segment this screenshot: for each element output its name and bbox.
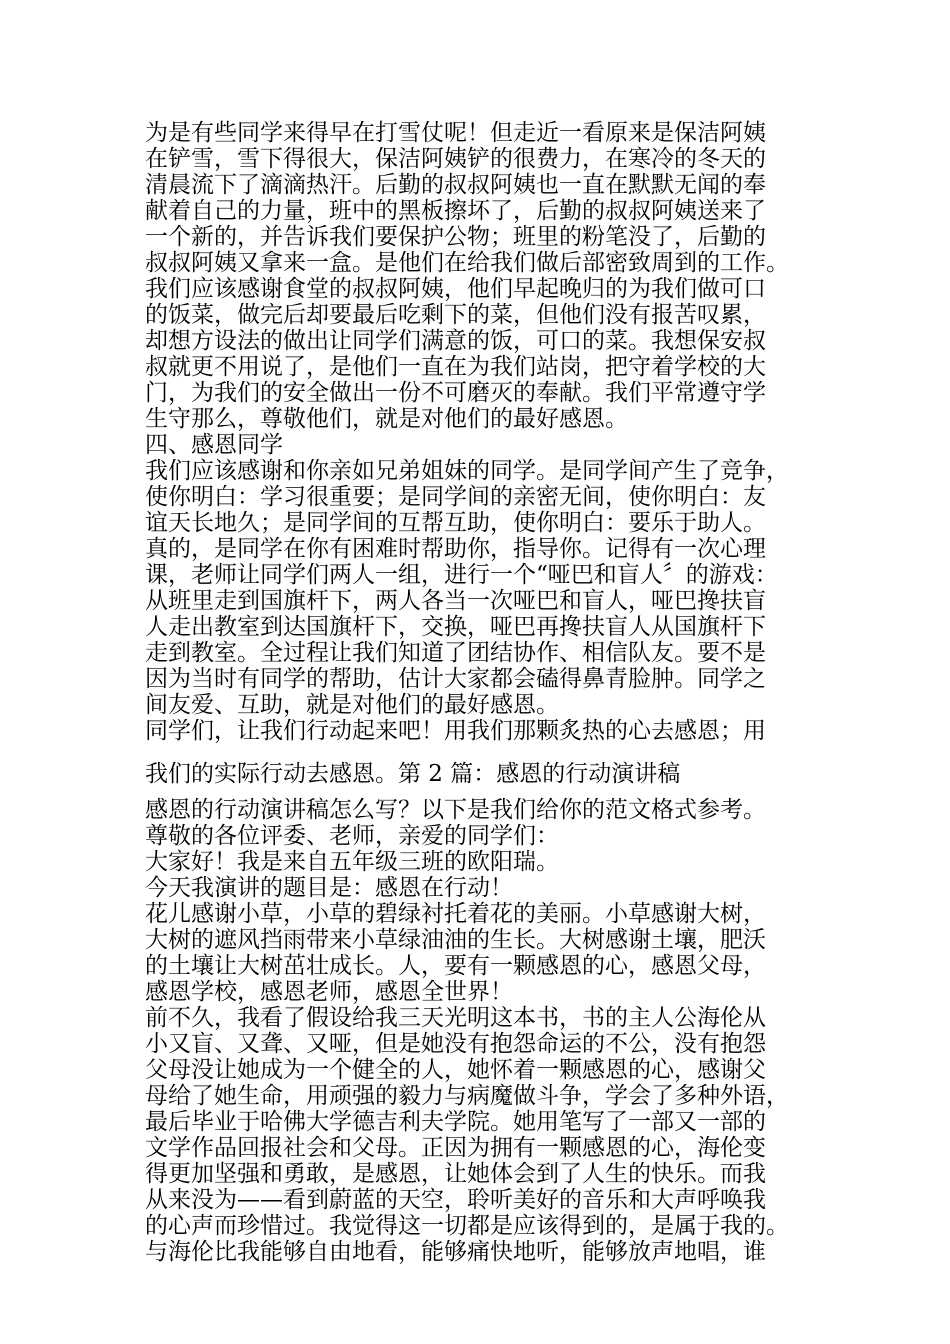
text-line: 的土壤让大树茁壮成长。人，要有一颗感恩的心，感恩父母， — [145, 953, 766, 979]
text-line: 大树的遮风挡雨带来小草绿油油的生长。大树感谢土壤，肥沃 — [145, 927, 766, 953]
text-line: 我们应该感谢食堂的叔叔阿姨，他们早起晚归的为我们做可口 — [145, 276, 766, 302]
text-line: 我们应该感谢和你亲如兄弟姐妹的同学。是同学间产生了竞争， — [145, 458, 789, 484]
text-line: 叔就更不用说了，是他们一直在为我们站岗，把守着学校的大 — [145, 354, 766, 380]
text-line: 的饭菜，做完后却要最后吃剩下的菜，但他们没有报苦叹累， — [145, 302, 766, 328]
text-line: 为是有些同学来得早在打雪仗呢！但走近一看原来是保洁阿姨 — [145, 120, 766, 146]
text-line: 走到教室。全过程让我们知道了团结协作、相信队友。要不是 — [145, 640, 766, 666]
article-title-line: 我们的实际行动去感恩。第 2 篇：感恩的行动演讲稿 — [145, 761, 681, 787]
text-line: 同学们，让我们行动起来吧！用我们那颗炙热的心去感恩；用 — [145, 718, 766, 744]
text-line: 母给了她生命，用顽强的毅力与病魔做斗争，学会了多种外语， — [145, 1083, 789, 1109]
text-line: 今天我演讲的题目是：感恩在行动！ — [145, 875, 513, 901]
text-line: 前不久，我看了假设给我三天光明这本书，书的主人公海伦从 — [145, 1005, 766, 1031]
text-line: 清晨流下了滴滴热汗。后勤的叔叔阿姨也一直在默默无闻的奉 — [145, 172, 766, 198]
text-line: 尊敬的各位评委、老师，亲爱的同学们： — [145, 823, 559, 849]
text-line: 谊天长地久；是同学间的互帮互助，使你明白：要乐于助人。 — [145, 510, 766, 536]
text-line: 一个新的，并告诉我们要保护公物；班里的粉笔没了，后勤的 — [145, 224, 766, 250]
text-line: 因为当时有同学的帮助，估计大家都会磕得鼻青脸肿。同学之 — [145, 666, 766, 692]
text-line: 最后毕业于哈佛大学德吉利夫学院。她用笔写了一部又一部的 — [145, 1109, 766, 1135]
text-line: 在铲雪，雪下得很大，保洁阿姨铲的很费力，在寒冷的冬天的 — [145, 146, 766, 172]
text-line: 从班里走到国旗杆下，两人各当一次哑巴和盲人，哑巴搀扶盲 — [145, 588, 766, 614]
text-line: 献着自己的力量，班中的黑板擦坏了，后勤的叔叔阿姨送来了 — [145, 198, 766, 224]
text-line: 父母没让她成为一个健全的人，她怀着一颗感恩的心，感谢父 — [145, 1057, 766, 1083]
text-line: 课，老师让同学们两人一组，进行一个“哑巴和盲人〞的游戏： — [145, 562, 778, 588]
text-line: 花儿感谢小草，小草的碧绿衬托着花的美丽。小草感谢大树， — [145, 901, 766, 927]
text-line: 却想方设法的做出让同学们满意的饭，可口的菜。我想保安叔 — [145, 328, 766, 354]
text-line: 感恩学校，感恩老师，感恩全世界！ — [145, 979, 513, 1005]
text-line: 真的，是同学在你有困难时帮助你，指导你。记得有一次心理 — [145, 536, 766, 562]
text-line: 得更加坚强和勇敢，是感恩，让她体会到了人生的快乐。而我 — [145, 1161, 766, 1187]
text-line: 叔叔阿姨又拿来一盒。是他们在给我们做后部密致周到的工作。 — [145, 250, 789, 276]
text-line: 感恩的行动演讲稿怎么写？以下是我们给你的范文格式参考。 — [145, 797, 766, 823]
text-line: 使你明白：学习很重要；是同学间的亲密无间，使你明白：友 — [145, 484, 766, 510]
text-line: 的心声而珍惜过。我觉得这一切都是应该得到的，是属于我的。 — [145, 1213, 789, 1239]
text-line: 门，为我们的安全做出一份不可磨灭的奉献。我们平常遵守学 — [145, 380, 766, 406]
text-line: 人走出教室到达国旗杆下，交换，哑巴再搀扶盲人从国旗杆下 — [145, 614, 766, 640]
text-line: 大家好！我是来自五年级三班的欧阳瑞。 — [145, 849, 559, 875]
text-line: 生守那么，尊敬他们，就是对他们的最好感恩。 — [145, 406, 628, 432]
text-line: 从来没为——看到蔚蓝的天空，聆听美好的音乐和大声呼唤我 — [145, 1187, 766, 1213]
section-heading: 四、感恩同学 — [145, 432, 283, 458]
text-line: 间友爱、互助，就是对他们的最好感恩。 — [145, 692, 559, 718]
text-line: 与海伦比我能够自由地看，能够痛快地听，能够放声地唱，谁 — [145, 1239, 766, 1265]
text-line: 小又盲、又聋、又哑，但是她没有抱怨命运的不公，没有抱怨 — [145, 1031, 766, 1057]
text-line: 文学作品回报社会和父母。正因为拥有一颗感恩的心，海伦变 — [145, 1135, 766, 1161]
